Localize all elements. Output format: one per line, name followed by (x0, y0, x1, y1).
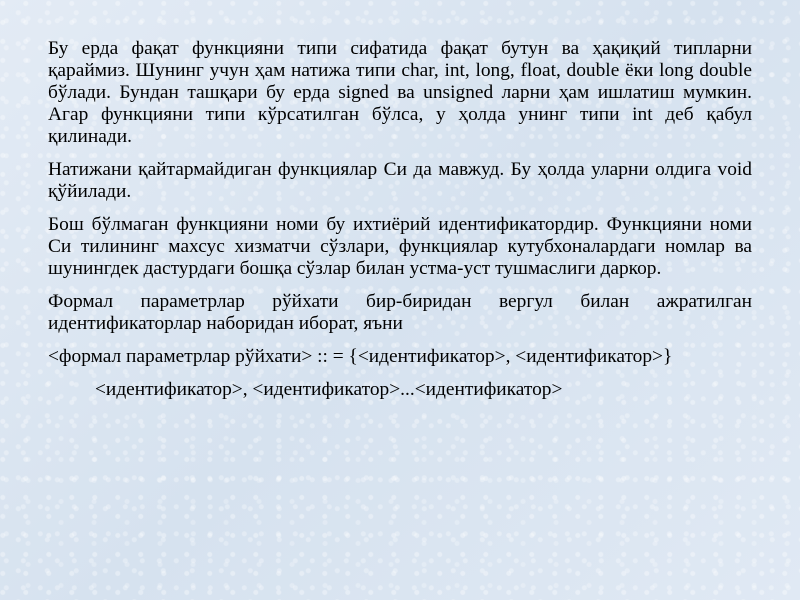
paragraph-function-type: Бу ерда фақат функцияни типи сифатида фақат бутун ва ҳақиқий типларни қараймиз. Шунинг учун ҳам натижа типи char, int, long, float, double ёки long double бўлади. Бундан ташқари бу ерда signed ва unsigned ларни ҳам ишлатиш мумкин. Агар функцияни типи кўрсатилган бўлса, у ҳолда унинг типи int деб қабул қилинади. (48, 38, 752, 147)
paragraph-grammar-rule: <формал параметрлар рўйхати> :: = {<идентификатор>, <идентификатор>} (48, 346, 673, 367)
paragraph-identifier-list: <идентификатор>, <идентификатор>...<идентификатор> (95, 379, 563, 400)
document-body (48, 38, 752, 412)
paragraph-formal-parameters: Формал параметрлар рўйхати бир-биридан вергул билан ажратилган идентификаторлар наборидан иборат, яъни (48, 291, 752, 334)
paragraph-void-functions: Натижани қайтармайдиган функциялар Си да мавжуд. Бу ҳолда уларни олдига void қўйилади. (48, 159, 752, 202)
paragraph-function-name: Бош бўлмаган функцияни номи бу ихтиёрий идентификатордир. Функцияни номи Си тилининг махсус хизматчи сўзлари, функциялар кутубхоналардаги номлар ва шунингдек дастурдаги бошқа сўзлар билан устма-уст тушмаслиги даркор. (48, 214, 752, 279)
